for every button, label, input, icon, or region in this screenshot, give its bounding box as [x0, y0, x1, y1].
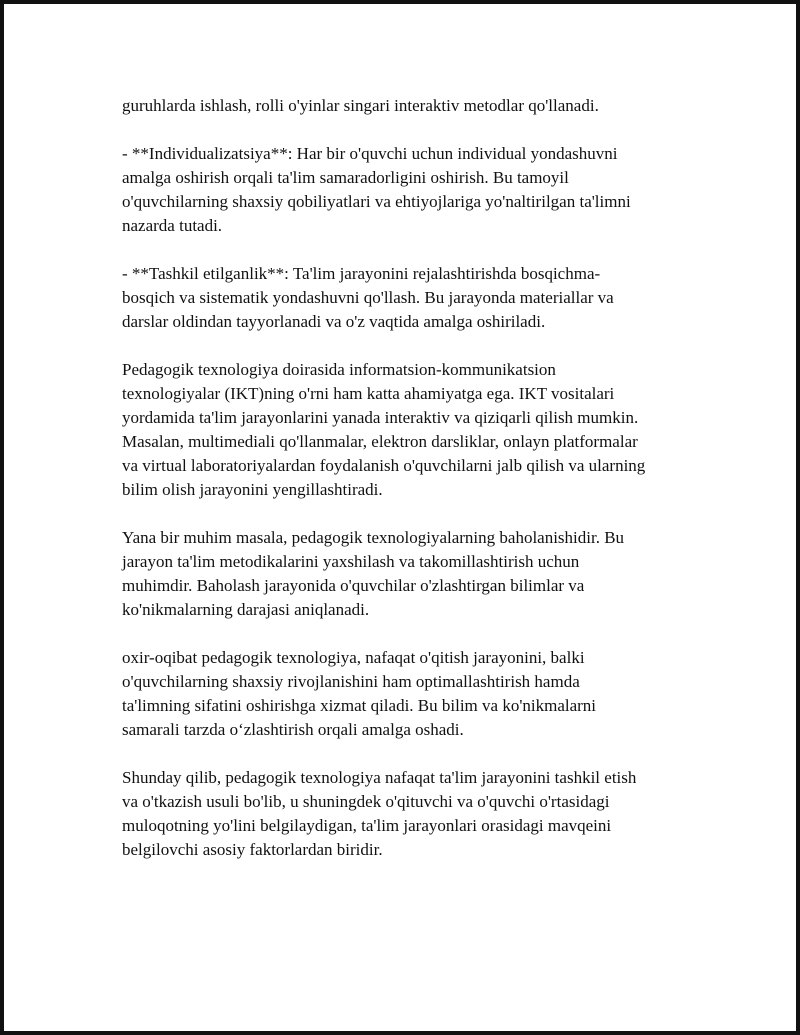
- text-line: nazarda tutadi.: [122, 216, 223, 235]
- text-line: samarali tarzda o‘zlashtirish orqali amalga oshadi.: [122, 720, 464, 739]
- text-line: - **Individualizatsiya**: Har bir o'quvchi uchun individual yondashuvni: [122, 144, 618, 163]
- paragraph-outcome: [122, 646, 712, 742]
- text-line: Pedagogik texnologiya doirasida informatsion-kommunikatsion: [122, 360, 556, 379]
- text-line: Shunday qilib, pedagogik texnologiya nafaqat ta'lim jarayonini tashkil etish: [122, 768, 637, 787]
- paragraph-interactive-methods: [122, 94, 712, 118]
- text-line: va o'tkazish usuli bo'lib, u shuningdek o'qituvchi va o'quvchi o'rtasidagi: [122, 792, 610, 811]
- text-line: guruhlarda ishlash, rolli o'yinlar singari interaktiv metodlar qo'llanadi.: [122, 96, 599, 115]
- text-line: ko'nikmalarning darajasi aniqlanadi.: [122, 600, 370, 619]
- text-line: ta'limning sifatini oshirishga xizmat qiladi. Bu bilim va ko'nikmalarni: [122, 696, 597, 715]
- text-line: Yana bir muhim masala, pedagogik texnologiyalarning baholanishidir. Bu: [122, 528, 625, 547]
- document-body: [122, 94, 712, 886]
- paragraph-conclusion: [122, 766, 712, 862]
- text-line: yordamida ta'lim jarayonlarini yanada interaktiv va qiziqarli qilish mumkin.: [122, 408, 639, 427]
- text-line: jarayon ta'lim metodikalarini yaxshilash va takomillashtirish uchun: [122, 552, 580, 571]
- text-line: o'quvchilarning shaxsiy qobiliyatlari va ehtiyojlariga yo'naltirilgan ta'limni: [122, 192, 631, 211]
- paragraph-organization: [122, 262, 712, 334]
- text-line: Masalan, multimediali qo'llanmalar, elektron darsliklar, onlayn platformalar: [122, 432, 638, 451]
- text-line: muloqotning yo'lini belgilaydigan, ta'lim jarayonlari orasidagi mavqeini: [122, 816, 612, 835]
- text-line: bilim olish jarayonini yengillashtiradi.: [122, 480, 383, 499]
- paragraph-ict: [122, 358, 712, 502]
- text-line: belgilovchi asosiy faktorlardan biridir.: [122, 840, 383, 859]
- text-line: amalga oshirish orqali ta'lim samaradorligini oshirish. Bu tamoyil: [122, 168, 569, 187]
- text-line: texnologiyalar (IKT)ning o'rni ham katta ahamiyatga ega. IKT vositalari: [122, 384, 615, 403]
- paragraph-individualization: [122, 142, 712, 238]
- text-line: oxir-oqibat pedagogik texnologiya, nafaqat o'qitish jarayonini, balki: [122, 648, 585, 667]
- text-line: va virtual laboratoriyalardan foydalanish o'quvchilarni jalb qilish va ularning: [122, 456, 646, 475]
- text-line: darslar oldindan tayyorlanadi va o'z vaqtida amalga oshiriladi.: [122, 312, 546, 331]
- text-line: - **Tashkil etilganlik**: Ta'lim jarayonini rejalashtirishda bosqichma-: [122, 264, 601, 283]
- paragraph-evaluation: [122, 526, 712, 622]
- text-line: muhimdir. Baholash jarayonida o'quvchilar o'zlashtirgan bilimlar va: [122, 576, 585, 595]
- text-line: o'quvchilarning shaxsiy rivojlanishini ham optimallashtirish hamda: [122, 672, 580, 691]
- text-line: bosqich va sistematik yondashuvni qo'llash. Bu jarayonda materiallar va: [122, 288, 614, 307]
